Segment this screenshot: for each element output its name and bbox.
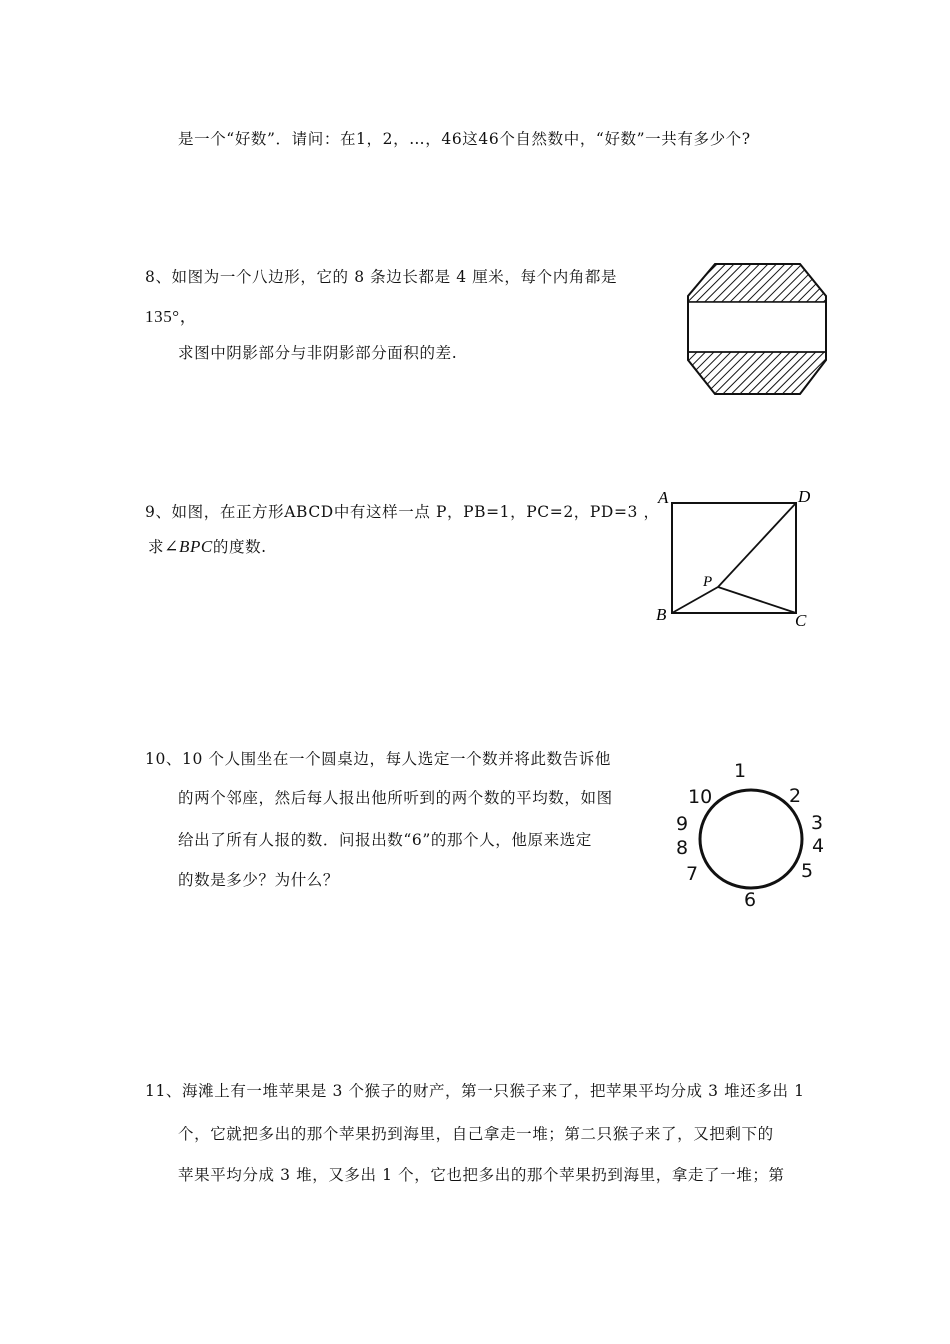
segment-pb — [672, 587, 718, 613]
q9-text-line-2 — [148, 535, 267, 557]
seat-number-10: 10 — [688, 786, 713, 808]
q8-angle-value: 135°， — [145, 307, 198, 326]
seat-number-4: 4 — [812, 835, 825, 857]
q11-text-line-3: 苹果平均分成 3 堆，又多出 1 个，它也把多出的那个苹果扔到海里，拿走了一堆；第 — [178, 1166, 785, 1184]
seat-number-7: 7 — [686, 863, 699, 885]
angle-bpc: ∠BPC — [164, 537, 213, 556]
label-d: D — [798, 487, 811, 506]
q10-text-line-2: 的两个邻座，然后每人报出他所听到的两个数的平均数，如图 — [178, 789, 613, 807]
q10-text-line-3: 给出了所有人报的数．问报出数“6”的那个人，他原来选定 — [178, 831, 592, 849]
q10-text-line-4: 的数是多少？为什么？ — [178, 871, 340, 889]
q9-text-line-1: 9、如图，在正方形ABCD中有这样一点 P，PB=1，PC=2，PD=3 ， — [145, 503, 660, 521]
seat-number-9: 9 — [676, 813, 689, 835]
octagon-unshaded-band — [688, 302, 826, 352]
square-abcd — [672, 503, 796, 613]
q10-text-line-1: 10、10 个人围坐在一个圆桌边，每人选定一个数并将此数告诉他 — [145, 750, 611, 768]
seat-number-5: 5 — [801, 860, 814, 882]
q9-prefix: 求 — [148, 538, 165, 556]
q8-text-line-3: 求图中阴影部分与非阴影部分面积的差. — [178, 344, 458, 362]
segment-pc — [718, 587, 796, 613]
round-table-circle — [700, 790, 802, 888]
seat-number-6: 6 — [744, 889, 757, 911]
seat-number-1: 1 — [734, 760, 747, 782]
q11-text-line-1: 11、海滩上有一堆苹果是 3 个猴子的财产，第一只猴子来了，把苹果平均分成 3 堆还多出 1 — [145, 1082, 805, 1100]
seat-number-3: 3 — [811, 812, 824, 834]
label-c: C — [795, 611, 807, 630]
label-a: A — [658, 488, 669, 507]
q7-text-line-1: 是一个“好数”．请问：在1，2，…，46这46个自然数中，“好数”一共有多少个? — [178, 130, 751, 148]
q9-suffix: 的度数. — [212, 538, 267, 556]
square-abcd-figure — [652, 483, 822, 633]
q8-text-line-1: 8、如图为一个八边形，它的 8 条边长都是 4 厘米，每个内角都是 — [145, 268, 618, 286]
round-table-figure — [665, 755, 835, 915]
label-p: P — [703, 574, 713, 590]
seat-number-2: 2 — [789, 785, 802, 807]
label-b: B — [656, 605, 667, 624]
segment-pd — [718, 503, 796, 587]
seat-number-8: 8 — [676, 837, 689, 859]
octagon-figure — [680, 258, 840, 400]
q11-text-line-2: 个，它就把多出的那个苹果扔到海里，自己拿走一堆；第二只猴子来了，又把剩下的 — [178, 1125, 774, 1143]
